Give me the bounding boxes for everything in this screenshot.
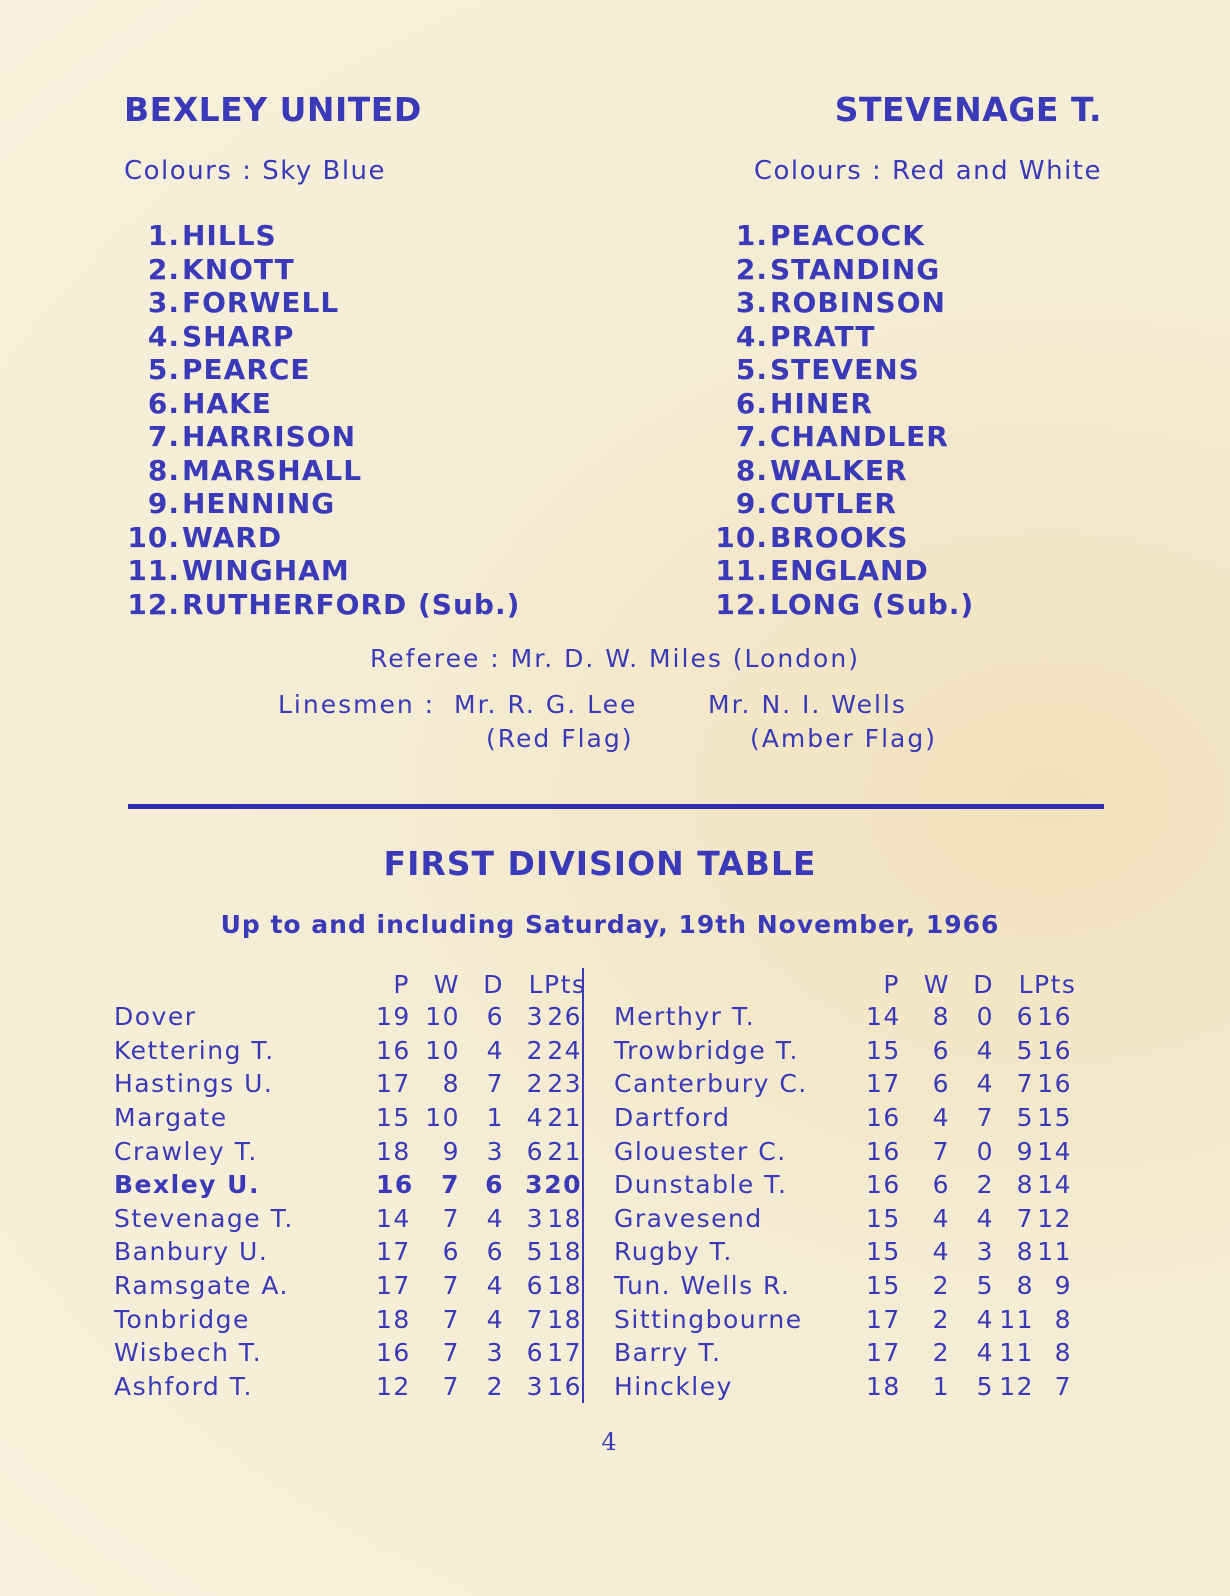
table-row	[614, 1000, 1072, 1034]
linesman-two: Mr. N. I. Wells	[708, 690, 907, 719]
table-row	[614, 1101, 1072, 1135]
table-row	[614, 1269, 1072, 1303]
drawn-cell: 4	[976, 1203, 994, 1233]
won-cell: 7	[442, 1271, 460, 1301]
table-row	[114, 1235, 584, 1269]
drawn-cell: 4	[976, 1304, 994, 1334]
player-row	[712, 454, 974, 488]
table-rows-right	[614, 1000, 1072, 1403]
won-cell: 10	[425, 1103, 460, 1133]
drawn-cell: 4	[486, 1035, 504, 1065]
away-team-lineup	[712, 219, 974, 621]
player-number: 8.	[147, 453, 180, 487]
player-name: HENNING	[182, 487, 336, 520]
table-subtitle: Up to and including Saturday, 19th November, 1966	[220, 910, 1000, 939]
played-cell: 18	[376, 1136, 411, 1166]
played-cell: 16	[376, 1035, 411, 1065]
lost-cell: 8	[1016, 1237, 1034, 1267]
player-name: PRATT	[770, 319, 876, 353]
player-number: 9.	[147, 487, 180, 520]
table-header-row	[114, 968, 587, 1000]
table-row	[114, 1067, 584, 1101]
player-name: SHARP	[182, 319, 295, 353]
table-rows-left	[114, 1000, 584, 1403]
lost-cell: 8	[1016, 1170, 1034, 1200]
points-cell: 15	[1037, 1103, 1072, 1133]
header-lost: L	[1018, 969, 1034, 999]
player-row	[124, 454, 520, 488]
team-name-cell: Hinckley	[614, 1371, 733, 1401]
points-cell: 16	[1037, 1002, 1072, 1032]
header-drawn: D	[483, 969, 504, 999]
player-row	[712, 554, 974, 588]
won-cell: 7	[442, 1338, 460, 1368]
points-cell: 16	[1037, 1035, 1072, 1065]
player-name: FORWELL	[182, 286, 340, 319]
player-name: PEACOCK	[770, 219, 925, 252]
table-row	[114, 1168, 584, 1202]
player-number: 6.	[735, 386, 768, 420]
player-number: 2.	[735, 252, 768, 286]
header-points: Pts	[1034, 969, 1077, 999]
played-cell: 18	[866, 1371, 901, 1401]
player-name: HARRISON	[182, 420, 357, 453]
drawn-cell: 3	[976, 1237, 994, 1267]
drawn-cell: 4	[976, 1035, 994, 1065]
won-cell: 10	[425, 1002, 460, 1032]
player-row	[712, 353, 974, 387]
played-cell: 16	[866, 1136, 901, 1166]
player-name: HAKE	[182, 386, 272, 420]
player-number: 7.	[147, 420, 180, 453]
points-cell: 23	[547, 1069, 582, 1099]
points-cell: 26	[547, 1002, 582, 1032]
player-number: 9.	[735, 487, 768, 520]
lost-cell: 6	[526, 1271, 544, 1301]
won-cell: 7	[442, 1304, 460, 1334]
team-name-cell: Gravesend	[614, 1203, 763, 1233]
played-cell: 15	[376, 1103, 411, 1133]
drawn-cell: 5	[976, 1271, 994, 1301]
home-team-colours: Colours : Sky Blue	[124, 156, 387, 186]
player-row	[124, 588, 520, 622]
points-cell: 18	[547, 1203, 582, 1233]
team-name-cell: Dartford	[614, 1103, 731, 1133]
player-row	[712, 420, 974, 454]
played-cell: 14	[376, 1203, 411, 1233]
player-name: WINGHAM	[182, 554, 350, 587]
player-name: RUTHERFORD (Sub.)	[182, 587, 521, 621]
team-name-cell: Merthyr T.	[614, 1002, 756, 1032]
drawn-cell: 5	[976, 1371, 994, 1401]
played-cell: 15	[866, 1203, 901, 1233]
played-cell: 17	[866, 1338, 901, 1368]
lost-cell: 2	[526, 1035, 544, 1065]
points-cell: 18	[547, 1237, 582, 1267]
header-drawn: D	[973, 969, 994, 999]
table-row	[114, 1134, 584, 1168]
header-played: P	[393, 969, 410, 999]
points-cell: 11	[1037, 1237, 1072, 1267]
player-name: ENGLAND	[770, 554, 929, 587]
drawn-cell: 1	[486, 1103, 504, 1133]
header-lost: L	[528, 969, 544, 999]
drawn-cell: 4	[486, 1304, 504, 1334]
table-row	[114, 1302, 584, 1336]
team-name-cell: Banbury U.	[114, 1237, 269, 1267]
drawn-cell: 4	[486, 1203, 504, 1233]
player-name: PEARCE	[182, 353, 311, 386]
won-cell: 1	[932, 1371, 950, 1401]
player-number: 11.	[715, 554, 768, 587]
played-cell: 17	[376, 1237, 411, 1267]
player-row	[124, 554, 520, 588]
header-points: Pts	[544, 969, 587, 999]
drawn-cell: 6	[486, 1002, 504, 1032]
team-name-cell: Hastings U.	[114, 1069, 274, 1099]
team-name-cell: Canterbury C.	[614, 1069, 808, 1099]
lost-cell: 2	[526, 1069, 544, 1099]
player-name: HINER	[770, 386, 873, 420]
team-name-cell: Dover	[114, 1002, 197, 1032]
home-team-name: BEXLEY UNITED	[124, 90, 422, 129]
player-name: KNOTT	[182, 252, 295, 286]
points-cell: 8	[1054, 1304, 1072, 1334]
player-row	[124, 253, 520, 287]
player-row	[124, 353, 520, 387]
lost-cell: 6	[526, 1338, 544, 1368]
player-number: 4.	[735, 319, 768, 353]
drawn-cell: 3	[486, 1136, 504, 1166]
table-row	[114, 1269, 584, 1303]
drawn-cell: 3	[486, 1338, 504, 1368]
points-cell: 24	[547, 1035, 582, 1065]
points-cell: 9	[1054, 1271, 1072, 1301]
home-team-lineup	[124, 219, 520, 621]
played-cell: 17	[866, 1069, 901, 1099]
table-header-row	[614, 968, 1077, 1000]
lost-cell: 3	[526, 1002, 544, 1032]
player-row	[712, 320, 974, 354]
team-name-cell: Rugby T.	[614, 1237, 733, 1267]
player-row	[712, 521, 974, 555]
player-number: 7.	[735, 420, 768, 453]
won-cell: 4	[932, 1203, 950, 1233]
table-row	[114, 1370, 584, 1404]
player-name: MARSHALL	[182, 453, 363, 487]
points-cell: 20	[544, 1170, 582, 1200]
won-cell: 2	[932, 1271, 950, 1301]
played-cell: 12	[376, 1371, 411, 1401]
table-row	[614, 1202, 1072, 1236]
player-number: 4.	[147, 319, 180, 353]
player-number: 11.	[127, 554, 180, 587]
player-number: 10.	[127, 520, 180, 554]
won-cell: 8	[932, 1002, 950, 1032]
player-name: ROBINSON	[770, 286, 946, 319]
won-cell: 9	[442, 1136, 460, 1166]
player-number: 8.	[735, 453, 768, 487]
table-row	[614, 1235, 1072, 1269]
lost-cell: 11	[999, 1338, 1034, 1368]
lost-cell: 6	[526, 1136, 544, 1166]
table-row	[614, 1336, 1072, 1370]
drawn-cell: 2	[976, 1170, 994, 1200]
player-name: WALKER	[770, 453, 908, 487]
player-number: 5.	[735, 353, 768, 386]
played-cell: 18	[376, 1304, 411, 1334]
won-cell: 4	[932, 1103, 950, 1133]
player-name: HILLS	[182, 219, 277, 252]
won-cell: 2	[932, 1304, 950, 1334]
drawn-cell: 0	[976, 1136, 994, 1166]
player-number: 10.	[715, 520, 768, 554]
table-title: FIRST DIVISION TABLE	[383, 844, 817, 883]
points-cell: 16	[547, 1371, 582, 1401]
team-name-cell: Bexley U.	[114, 1170, 260, 1200]
player-number: 12.	[127, 587, 180, 621]
linesman-one-flag: (Red Flag)	[486, 724, 634, 753]
player-row	[712, 219, 974, 253]
team-name-cell: Ramsgate A.	[114, 1271, 289, 1301]
player-name: WARD	[182, 520, 283, 554]
player-number: 5.	[147, 353, 180, 386]
player-row	[712, 253, 974, 287]
player-row	[124, 286, 520, 320]
player-row	[712, 588, 974, 622]
player-name: CUTLER	[770, 487, 897, 520]
table-row	[114, 1101, 584, 1135]
played-cell: 14	[866, 1002, 901, 1032]
table-row	[614, 1302, 1072, 1336]
played-cell: 16	[376, 1338, 411, 1368]
player-row	[712, 487, 974, 521]
points-cell: 12	[1037, 1203, 1072, 1233]
won-cell: 6	[442, 1237, 460, 1267]
lost-cell: 8	[1016, 1271, 1034, 1301]
played-cell: 19	[376, 1002, 411, 1032]
player-number: 6.	[147, 386, 180, 420]
player-name: STEVENS	[770, 353, 920, 386]
lost-cell: 3	[526, 1203, 544, 1233]
player-number: 3.	[147, 286, 180, 319]
played-cell: 17	[376, 1271, 411, 1301]
points-cell: 17	[547, 1338, 582, 1368]
lost-cell: 5	[1016, 1035, 1034, 1065]
player-name: BROOKS	[770, 520, 909, 554]
won-cell: 10	[425, 1035, 460, 1065]
drawn-cell: 6	[485, 1170, 504, 1200]
player-row	[712, 286, 974, 320]
lost-cell: 5	[526, 1237, 544, 1267]
drawn-cell: 7	[976, 1103, 994, 1133]
table-row	[114, 1336, 584, 1370]
points-cell: 21	[547, 1136, 582, 1166]
won-cell: 7	[441, 1170, 460, 1200]
player-row	[124, 521, 520, 555]
away-team-name: STEVENAGE T.	[834, 90, 1102, 129]
lost-cell: 12	[999, 1371, 1034, 1401]
won-cell: 2	[932, 1338, 950, 1368]
points-cell: 18	[547, 1271, 582, 1301]
lost-cell: 7	[1016, 1069, 1034, 1099]
lost-cell: 7	[526, 1304, 544, 1334]
linesman-one: Mr. R. G. Lee	[454, 690, 638, 719]
team-name-cell: Tun. Wells R.	[614, 1271, 791, 1301]
table-row	[614, 1067, 1072, 1101]
player-name: STANDING	[770, 252, 941, 286]
team-name-cell: Sittingbourne	[614, 1304, 803, 1334]
player-number: 12.	[715, 587, 768, 621]
won-cell: 8	[442, 1069, 460, 1099]
lost-cell: 3	[525, 1170, 544, 1200]
header-played: P	[883, 969, 900, 999]
player-number: 1.	[147, 219, 180, 252]
table-row	[614, 1134, 1072, 1168]
lost-cell: 6	[1016, 1002, 1034, 1032]
points-cell: 14	[1037, 1170, 1072, 1200]
won-cell: 6	[932, 1170, 950, 1200]
played-cell: 17	[866, 1304, 901, 1334]
lost-cell: 11	[999, 1304, 1034, 1334]
player-row	[712, 387, 974, 421]
linesman-two-flag: (Amber Flag)	[750, 724, 937, 753]
header-won: W	[433, 969, 460, 999]
played-cell: 16	[866, 1103, 901, 1133]
drawn-cell: 4	[976, 1338, 994, 1368]
played-cell: 16	[866, 1170, 901, 1200]
player-row	[124, 487, 520, 521]
player-row	[124, 320, 520, 354]
lost-cell: 4	[526, 1103, 544, 1133]
drawn-cell: 4	[976, 1069, 994, 1099]
won-cell: 7	[442, 1203, 460, 1233]
won-cell: 6	[932, 1035, 950, 1065]
league-table-left	[114, 968, 587, 1403]
points-cell: 16	[1037, 1069, 1072, 1099]
team-name-cell: Wisbech T.	[114, 1338, 263, 1368]
team-name-cell: Tonbridge	[114, 1304, 250, 1334]
team-name-cell: Stevenage T.	[114, 1203, 294, 1233]
team-name-cell: Barry T.	[614, 1338, 722, 1368]
won-cell: 6	[932, 1069, 950, 1099]
played-cell: 15	[866, 1271, 901, 1301]
played-cell: 15	[866, 1035, 901, 1065]
linesmen-label: Linesmen :	[278, 690, 436, 719]
team-name-cell: Trowbridge T.	[614, 1035, 799, 1065]
won-cell: 7	[932, 1136, 950, 1166]
played-cell: 16	[376, 1170, 414, 1200]
played-cell: 17	[376, 1069, 411, 1099]
page-number: 4	[601, 1428, 617, 1456]
table-row	[614, 1168, 1072, 1202]
lost-cell: 9	[1016, 1136, 1034, 1166]
table-row	[614, 1370, 1072, 1404]
player-row	[124, 387, 520, 421]
referee-line: Referee : Mr. D. W. Miles (London)	[370, 644, 860, 673]
player-number: 3.	[735, 286, 768, 319]
table-row	[114, 1034, 584, 1068]
team-name-cell: Glouester C.	[614, 1136, 787, 1166]
team-name-cell: Ashford T.	[114, 1371, 253, 1401]
drawn-cell: 0	[976, 1002, 994, 1032]
won-cell: 7	[442, 1371, 460, 1401]
points-cell: 21	[547, 1103, 582, 1133]
table-row	[114, 1000, 584, 1034]
header-won: W	[923, 969, 950, 999]
lost-cell: 5	[1016, 1103, 1034, 1133]
drawn-cell: 6	[486, 1237, 504, 1267]
player-name: CHANDLER	[770, 420, 949, 453]
won-cell: 4	[932, 1237, 950, 1267]
player-name: LONG (Sub.)	[770, 587, 975, 621]
lost-cell: 3	[526, 1371, 544, 1401]
points-cell: 7	[1054, 1371, 1072, 1401]
player-row	[124, 420, 520, 454]
table-row	[114, 1202, 584, 1236]
points-cell: 14	[1037, 1136, 1072, 1166]
drawn-cell: 4	[486, 1271, 504, 1301]
player-number: 2.	[147, 252, 180, 286]
player-row	[124, 219, 520, 253]
drawn-cell: 2	[486, 1371, 504, 1401]
points-cell: 8	[1054, 1338, 1072, 1368]
team-name-cell: Kettering T.	[114, 1035, 275, 1065]
team-name-cell: Margate	[114, 1103, 228, 1133]
team-name-cell: Crawley T.	[114, 1136, 258, 1166]
player-number: 1.	[735, 219, 768, 252]
league-table-right	[614, 968, 1077, 1403]
points-cell: 18	[547, 1304, 582, 1334]
played-cell: 15	[866, 1237, 901, 1267]
away-team-colours: Colours : Red and White	[753, 156, 1102, 186]
table-row	[614, 1034, 1072, 1068]
drawn-cell: 7	[486, 1069, 504, 1099]
team-name-cell: Dunstable T.	[614, 1170, 788, 1200]
section-divider	[128, 804, 1104, 809]
lost-cell: 7	[1016, 1203, 1034, 1233]
